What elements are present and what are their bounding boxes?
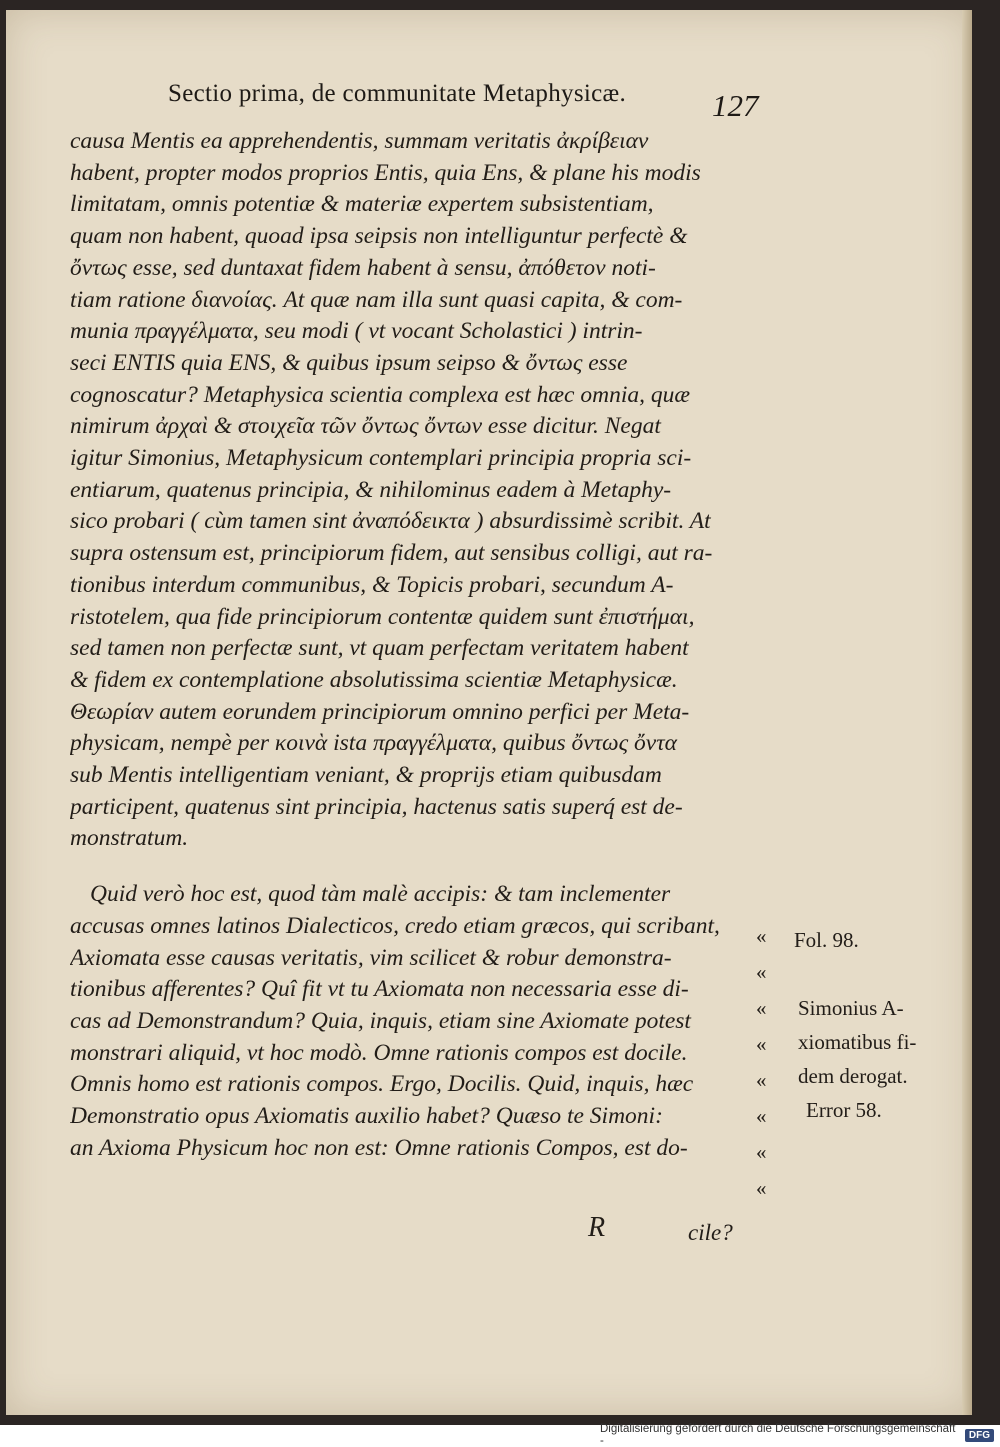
page-edge [962,10,972,1415]
text-line: & fidem ex contemplatione absolutissima scientiæ Metaphysicæ. [70,666,678,693]
text-line: accusas omnes latinos Dialecticos, credo etiam græcos, qui scribant, [70,912,720,939]
quote-mark: « [756,996,767,1020]
quote-mark: « [756,1032,767,1056]
paragraph-2 [70,879,760,1164]
text-line: monstrari aliquid, vt hoc modò. Omne rationis compos est docile. [70,1039,688,1066]
text-line: tionibus interdum communibus, & Topicis probari, secundum A- [70,571,674,598]
text-line: limitatam, omnis potentiæ & materiæ expertem subsistentiam, [70,191,654,218]
text-line: sub Mentis intelligentiam veniant, & proprijs etiam quibusdam [70,762,662,789]
footer-credit-text: Digitalisierung gefördert durch die Deutsche Forschungsgemeinschaft - [600,1423,956,1447]
quotation-marks-column [756,918,778,1206]
text-line: monstratum. [70,825,189,852]
text-line: Demonstratio opus Axiomatis auxilio habet? Quæso te Simoni: [70,1103,663,1130]
quote-mark: « [756,1104,767,1128]
page-number: 127 [712,88,759,123]
text-line: Quid verò hoc est, quod tàm malè accipis: & tam inclementer [90,881,671,908]
footer-credit-bar [600,1425,1000,1445]
quote-mark: « [756,1176,767,1200]
text-line: physicam, nempè per κοινὰ ista πραγγέλματα, quibus ὄντως ὄντα [70,730,677,757]
dfg-logo-icon: DFG [965,1429,994,1442]
text-line: ristotelem, qua fide principiorum contentæ quidem sunt ἐπιστήμαι, [70,603,695,630]
text-line: entiarum, quatenus principia, & nihilominus eadem à Metaphy- [70,476,672,503]
text-line: cas ad Demonstrandum? Quia, inquis, etiam sine Axiomate potest [70,1007,691,1034]
text-line: Axiomata esse causas veritatis, vim scilicet & robur demonstra- [70,944,672,971]
text-line: nimirum ἀρχαὶ & στοιχεῖα τῶν ὄντως ὄντων esse dicitur. Negat [70,413,661,440]
text-line: Omnis homo est rationis compos. Ergo, Docilis. Quid, inquis, hæc [70,1071,694,1098]
text-line: quam non habent, quoad ipsa seipsis non intelliguntur perfectè & [70,223,688,250]
quote-mark: « [756,1068,767,1092]
margin-note-line: xiomatibus fi- [798,1030,917,1054]
margin-note-line: dem derogat. [798,1064,908,1088]
text-line: habent, propter modos proprios Entis, quia Ens, & plane his modis [70,159,701,186]
text-line: tiam ratione διανοίας. At quæ nam illa sunt quasi capita, & com- [70,286,683,313]
text-line: ὄντως esse, sed duntaxat fidem habent à sensu, ἀπόθετον noti- [70,254,656,281]
quote-mark: « [756,960,767,984]
running-head: Sectio prima, de communitate Metaphysicæ. [168,80,627,107]
text-line: tionibus afferentes? Quî fit vt tu Axiomata non necessaria esse di- [70,976,689,1003]
quote-mark: « [756,1140,767,1164]
margin-note-line: Simonius A- [798,996,904,1020]
text-line: Θεωρίαν autem eorundem principiorum omnino perfici per Meta- [70,698,690,725]
text-line: supra ostensum est, principiorum fidem, aut sensibus colligi, aut ra- [70,540,713,567]
text-line: participent, quatenus sint principia, hactenus satis superq́ est de- [70,793,683,820]
quote-mark: « [756,924,767,948]
signature-mark: R [588,1212,606,1243]
text-line: seci ENTIS quia ENS, & quibus ipsum seipso & ὄντως esse [70,349,628,376]
body-text [70,126,760,1165]
text-line: causa Mentis ea apprehendentis, summam veritatis ἀκρίβειαν [70,128,649,154]
text-line: cognoscatur? Metaphysica scientia complexa est hæc omnia, quæ [70,381,691,408]
catchword: cile? [688,1220,733,1245]
text-line: sed tamen non perfectæ sunt, vt quam perfectam veritatem habent [70,635,689,662]
text-line: munia πραγγέλματα, seu modi ( vt vocant Scholastici ) intrin- [70,318,643,345]
margin-note-folio: Fol. 98. [794,928,859,952]
text-line: igitur Simonius, Metaphysicum contemplari principia propria sci- [70,445,692,472]
text-line: sico probari ( cùm tamen sint ἀναπόδεικτα ) absurdissimè scribit. At [70,508,711,535]
margin-note-error: Error 58. [806,1098,882,1122]
paragraph-1 [70,126,760,855]
text-line: an Axioma Physicum hoc non est: Omne rationis Compos, est do- [70,1134,688,1161]
